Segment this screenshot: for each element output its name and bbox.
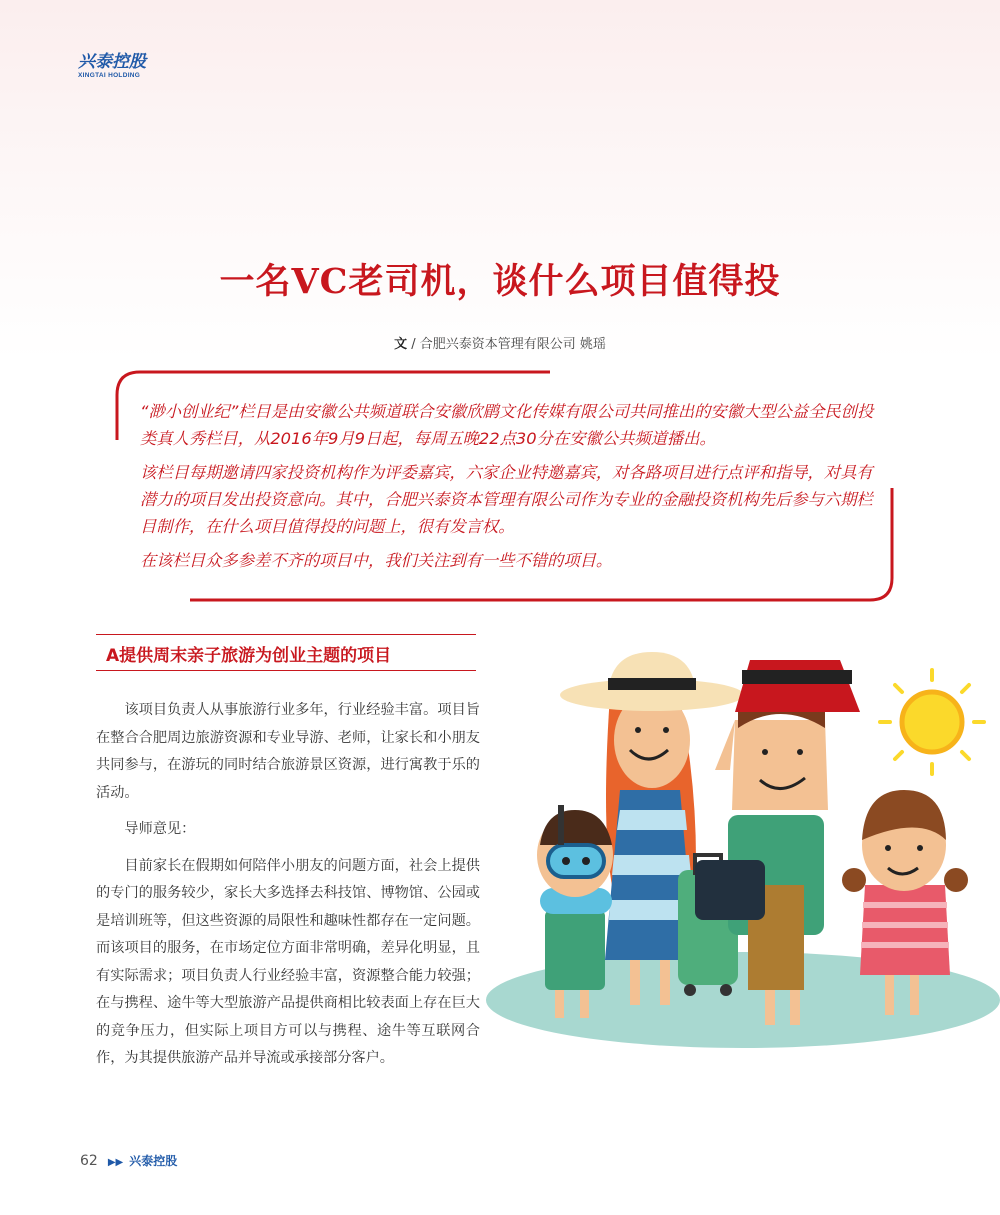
body-paragraph: 导师意见： [124,821,196,837]
boy-figure [537,805,613,1018]
body-paragraph: 目前家长在假期如何陪伴小朋友的问题方面，社会上提供的专门的服务较少，家长大多选择去科技馆、博物馆、公园或是培训班等，但这些资源的局限性和趣味性都存在一定问题。而该项目的服务，在市场定位方面非常明确，差异化明显，且有实际需求；项目负责人行业经验丰富，资源整合能力较强；在与携程、途牛等大型旅游产品提供商相比较表面上存在巨大的竞争压力，但实际上项目方可以与携程、途牛等互联网合作，为其提供旅游产品并导流或承接部分客户。 [96,857,480,1066]
article-byline [0,333,1000,352]
double-arrow-icon: ▶▶ [107,1157,124,1168]
brand-name-cn: 兴泰控股 [78,52,146,72]
intro-paragraph: 该栏目每期邀请四家投资机构作为评委嘉宾，六家企业特邀嘉宾，对各路项目进行点评和指导，对具有潜力的项目发出投资意向。其中，合肥兴泰资本管理有限公司作为专业的金融投资机构先后参与六期栏目制作，在什么项目值得投的问题上，很有发言权。 [140,463,873,536]
publication-name: 兴泰控股 [129,1154,178,1168]
brand-logo [78,54,146,80]
sun-icon [880,670,984,774]
byline-author: / 合肥兴泰资本管理有限公司 姚瑶 [407,337,606,352]
page-footer [80,1152,177,1169]
intro-paragraph: 在该栏目众多参差不齐的项目中，我们关注到有一些不错的项目。 [140,551,613,570]
brand-name-en: XINGTAI HOLDING [78,72,141,79]
family-travel-illustration [480,640,1000,1060]
article-body [96,697,480,1082]
article-title: 一名VC老司机，谈什么项目值得投 [219,261,781,302]
intro-box [140,398,885,581]
section-a-heading [96,634,476,671]
page-number: 62 [80,1153,98,1169]
byline-prefix: 文 [394,337,408,352]
intro-paragraph: “渺小创业纪”栏目是由安徽公共频道联合安徽欣鹛文化传媒有限公司共同推出的安徽大型公益全民创投类真人秀栏目，从2016年9月9日起，每周五晚22点30分在安徽公共频道播出。 [140,402,874,448]
section-a-title: A提供周末亲子旅游为创业主题的项目 [106,646,392,666]
body-paragraph: 该项目负责人从事旅游行业多年，行业经验丰富。项目旨在整合合肥周边旅游资源和专业导游、老师，让家长和小朋友共同参与，在游玩的同时结合旅游景区资源，进行寓教于乐的活动。 [96,702,480,801]
